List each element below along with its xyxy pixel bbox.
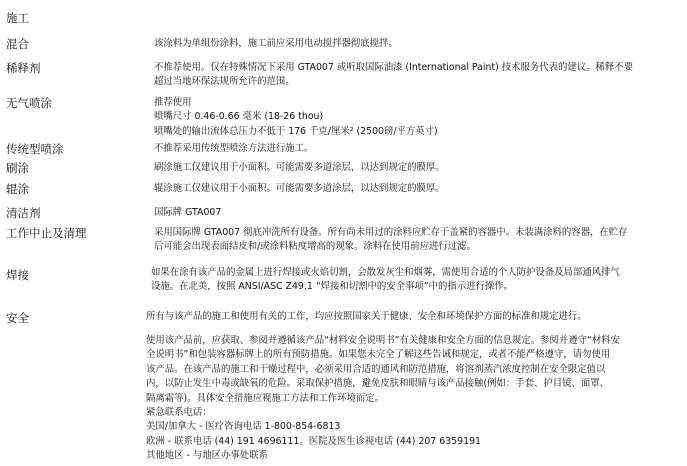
airless-spray-label: 无气喷涂 xyxy=(6,96,52,110)
emergency-phone-us: 美国/加拿大 - 医疗咨询电话 1-800-854-6813 xyxy=(146,421,341,433)
thinner-label: 稀释剂 xyxy=(6,61,41,75)
emergency-phone-europe: 欧洲 - 联系电话 (44) 191 4696111。医院及医生诊视电话 (44) 207 6359191 xyxy=(146,435,482,447)
conventional-spray-label: 传统型喷涂 xyxy=(6,142,64,156)
conventional-line: 不推荐采用传统型喷涂方法进行施工。 xyxy=(154,143,314,154)
work-stoppage-text xyxy=(154,226,627,255)
roller-text xyxy=(154,182,445,196)
emergency-heading: 紧急联系电话： xyxy=(146,407,212,419)
brush-line: 刷涂施工仅建议用于小面积。可能需要多道涂层，以达到规定的膜厚。 xyxy=(154,162,445,173)
safety-detail-line: 全说明书”和包装容器标牌上的所有预防措施。如果您未完全了解这些告诫和规定，或者不能严格遵守，请勿使用 xyxy=(146,349,611,361)
airless-line: 喷嘴尺寸 0.46-0.66 毫米 (18-26 thou) xyxy=(154,111,324,123)
cleaner-text xyxy=(154,206,221,220)
conventional-spray-text xyxy=(154,142,313,156)
safety-detail-paragraph xyxy=(146,334,620,464)
welding-text xyxy=(151,266,620,295)
roller-line: 辊涂施工仅建议用于小面积。可能需要多道涂层，以达到规定的膜厚。 xyxy=(154,183,445,194)
stoppage-line: 采用国际牌 GTA007 彻底冲洗所有设备。所有尚未用过的涂料应贮存于盖紧的容器中。未装满涂料的容器，在贮存 xyxy=(154,227,628,238)
safety-text xyxy=(146,310,587,324)
welding-label: 焊接 xyxy=(6,268,29,282)
mixing-label: 混合 xyxy=(6,37,29,51)
airless-line: 推荐使用 xyxy=(154,97,192,108)
mixing-line: 该涂料为单组份涂料，施工前应采用电动搅拌器彻底搅拌。 xyxy=(154,38,398,49)
safety-detail-line: 内，以防止发生中毒或缺氧的危险。采取保护措施，避免皮肤和眼睛与该产品接触(例如：手套、护目镜、面罩、 xyxy=(146,378,610,390)
mixing-text xyxy=(154,37,398,51)
cleaner-label: 清洁剂 xyxy=(6,206,41,220)
airless-line: 喷嘴处的输出流体总压力不低于 176 千克/厘米² (2500磅/平方英寸) xyxy=(154,125,438,137)
welding-line: 设施。在北美，按照 ANSI/ASC Z49.1 “焊接和切割中的安全事项”中的指示进行操作。 xyxy=(151,281,514,293)
safety-detail-line: 使用该产品前，应获取、参阅并遵循该产品“材料安全说明书”有关健康和安全方面的信息规定。参阅并遵守“材料安 xyxy=(146,335,620,346)
thinner-text xyxy=(154,61,633,90)
welding-line: 如果在涂有该产品的金属上进行焊接或火焰切割，会散发灰尘和烟雾，需使用合适的个人防护设备及局部通风排气 xyxy=(151,267,620,278)
brush-label: 刷涂 xyxy=(6,161,29,175)
safety-label: 安全 xyxy=(6,311,29,325)
stoppage-line: 后可能会出现表面结皮和/或涂料粘度增高的现象。涂料在使用前应进行过滤。 xyxy=(154,241,476,253)
thinner-line: 超过当地环保法规所允许的范围。 xyxy=(154,76,295,88)
cleaner-line: 国际牌 GTA007 xyxy=(154,207,222,218)
roller-label: 辊涂 xyxy=(6,182,29,196)
work-stoppage-label: 工作中止及清理 xyxy=(6,226,87,240)
brush-text xyxy=(154,161,445,175)
emergency-phone-other: 其他地区 - 与地区办事处联系 xyxy=(146,450,268,462)
safety-line: 所有与该产品的施工和使用有关的工作，均应按照国家关于健康、安全和环境保护方面的标准和规定进行。 xyxy=(146,311,587,322)
section-title: 施工 xyxy=(6,11,29,25)
safety-detail-line: 该产品。在该产品的施工和干燥过程中，必须采用合适的通风和防范措施，将溶剂蒸汽浓度控制在安全限定值以 xyxy=(146,363,606,375)
airless-spray-text xyxy=(154,96,438,139)
safety-detail-line: 隔离霜等)。具体安全措施应视施工方法和工作环境而定。 xyxy=(146,392,385,404)
thinner-line: 不推荐使用。仅在特殊情况下采用 GTA007 或听取国际油漆 (International Paint) 技术服务代表的建议。稀释不要 xyxy=(154,62,633,73)
